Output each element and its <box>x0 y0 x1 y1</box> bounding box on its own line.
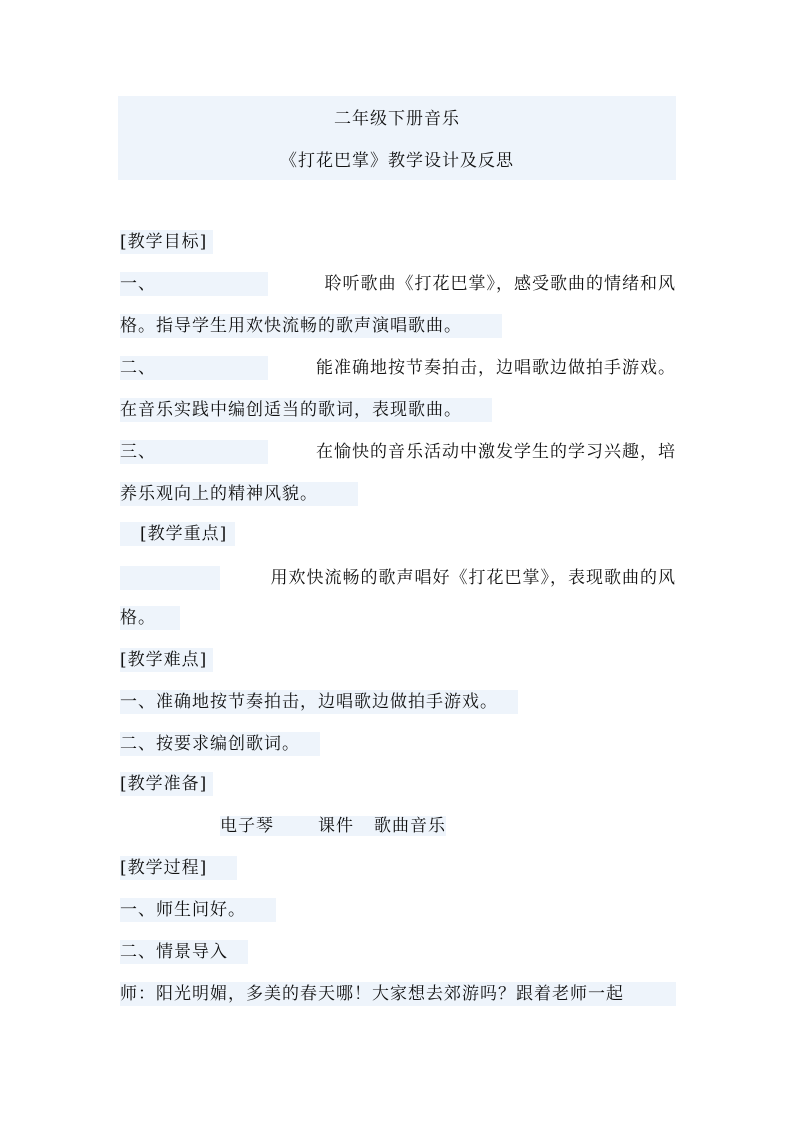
process-1: 一、师生问好。 <box>120 898 276 922</box>
difficulty-heading: [教学难点] <box>120 648 213 672</box>
key-line-a <box>120 566 676 590</box>
goal-3-line-a <box>120 440 676 464</box>
goal-2-text-a: 能准确地按节奏拍击，边唱歌边做拍手游戏。 <box>316 358 676 378</box>
goal-3-text-a: 在愉快的音乐活动中激发学生的学习兴趣，培 <box>316 442 676 462</box>
prep-item-courseware: 课件 <box>318 816 374 836</box>
process-3: 师：阳光明媚，多美的春天哪！大家想去郊游吗？跟着老师一起 <box>120 982 676 1006</box>
prep-item-song-music: 歌曲音乐 <box>374 816 446 836</box>
key-heading: [教学重点] <box>120 522 235 546</box>
prep-heading: [教学准备] <box>120 772 213 796</box>
goal-2-text-b: 在音乐实践中编创适当的歌词，表现歌曲。 <box>120 398 492 422</box>
goal-1-text-a: 聆听歌曲《打花巴掌》，感受歌曲的情绪和风 <box>324 274 676 294</box>
process-2: 二、情景导入 <box>120 940 248 964</box>
goal-2-line-a <box>120 356 676 380</box>
difficulty-1: 一、准确地按节奏拍击，边唱歌边做拍手游戏。 <box>120 690 518 714</box>
goal-3-number: 三、 <box>120 440 268 464</box>
prep-items-line <box>120 814 446 838</box>
key-indent <box>120 566 220 590</box>
goal-3-text-b: 养乐观向上的精神风貌。 <box>120 482 358 506</box>
key-text-b: 格。 <box>120 606 180 630</box>
goal-1-text-b: 格。指导学生用欢快流畅的歌声演唱歌曲。 <box>120 314 502 338</box>
goal-1-line-a <box>120 272 676 296</box>
difficulty-2: 二、按要求编创歌词。 <box>120 732 320 756</box>
goals-heading: [教学目标] <box>120 230 213 254</box>
process-heading: [教学过程] <box>120 856 237 880</box>
key-text-a: 用欢快流畅的歌声唱好《打花巴掌》，表现歌曲的风 <box>270 568 676 588</box>
goal-1-number: 一、 <box>120 272 268 296</box>
grade-title: 二年级下册音乐 <box>334 109 460 129</box>
prep-item-electronic-keyboard: 电子琴 <box>220 816 318 836</box>
lesson-title: 《打花巴掌》教学设计及反思 <box>280 151 514 171</box>
goal-2-number: 二、 <box>120 356 268 380</box>
